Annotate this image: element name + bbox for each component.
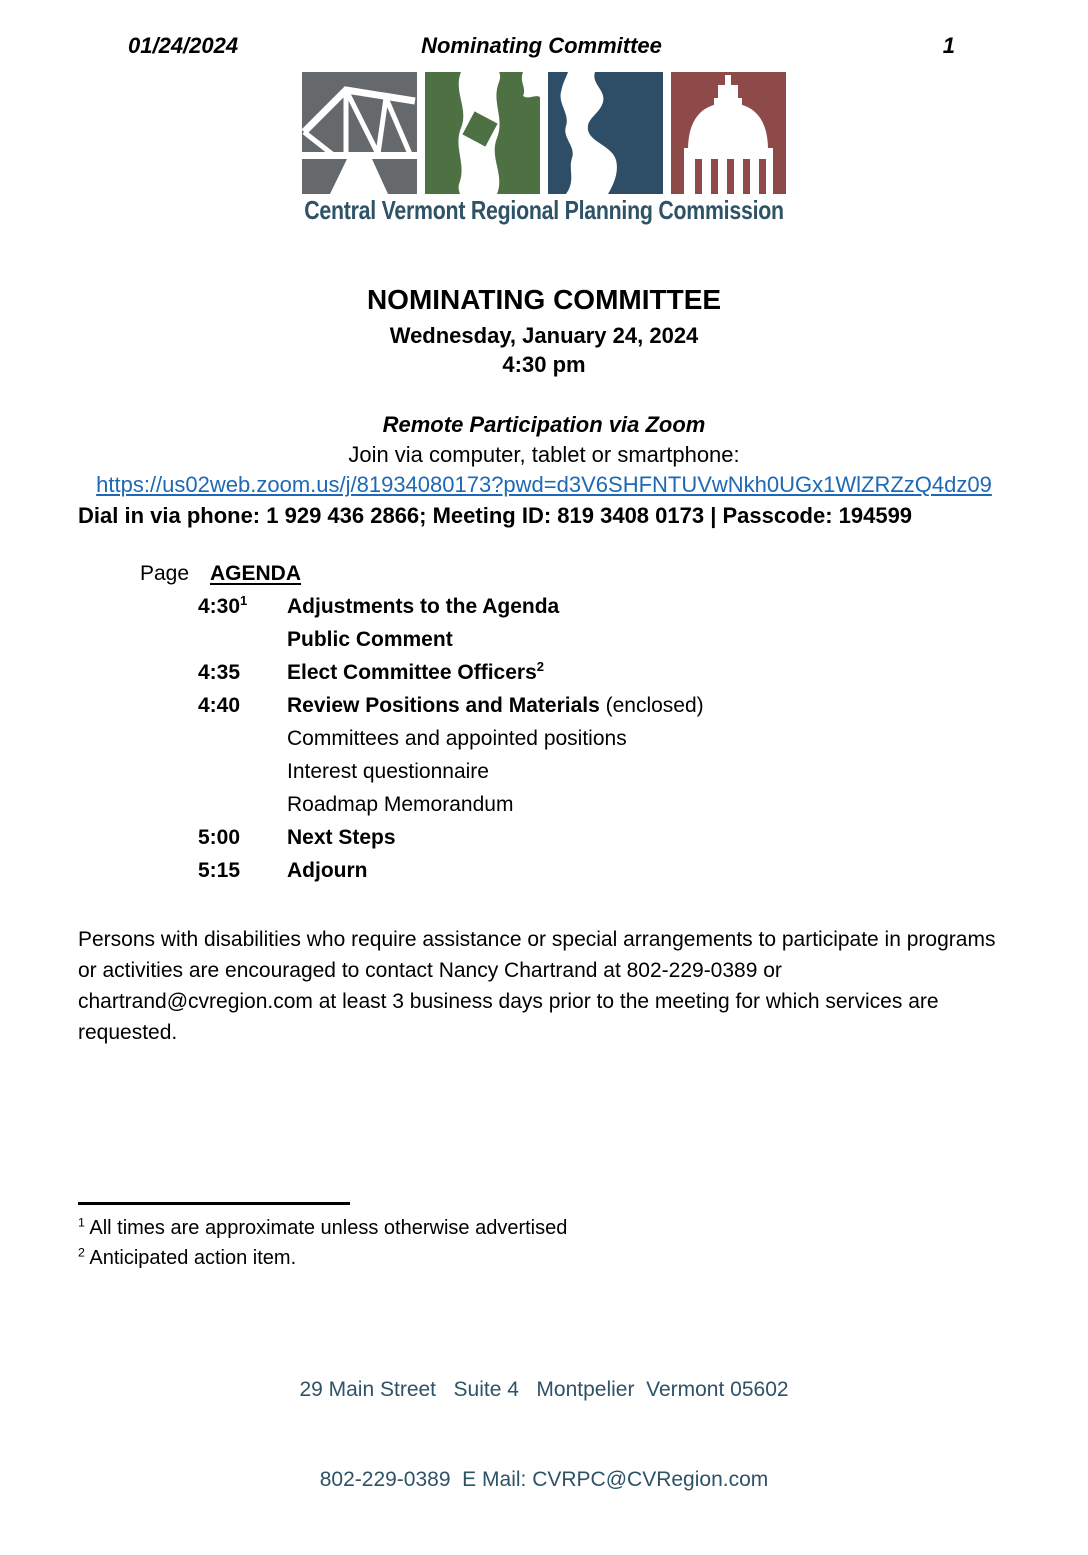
agenda-item: [140, 623, 1088, 656]
agenda-item-time: 4:40: [198, 694, 241, 717]
agenda-item: [140, 755, 1088, 788]
cvrpc-logo-image: [302, 72, 786, 194]
agenda-item-title: Interest questionnaire: [287, 760, 489, 783]
river-icon: [548, 72, 663, 194]
footer-contact: 802-229-0389 E Mail: CVRPC@CVRegion.com: [319, 1468, 769, 1491]
agenda-item-title: Roadmap Memorandum: [287, 793, 514, 816]
agenda-item-title: Adjustments to the Agenda: [287, 595, 560, 618]
logo-wordmark: Central Vermont Regional Planning Commission: [304, 195, 784, 225]
agenda-item-time: 5:15: [198, 859, 241, 882]
zoom-meeting-link[interactable]: https://us02web.zoom.us/j/81934080173?pwd=d3V6SHFNTUVwNkh0UGx1WlZRZzQ4dz09: [96, 472, 992, 497]
agenda-item: [140, 854, 1088, 887]
accessibility-notice: Persons with disabilities who require assistance or special arrangements to participate in programs or activities are encouraged to contact Nancy Chartrand at 802-229-0389 or chartrand@cvregion.com at least 3 business days prior to the meeting for which services are requested.: [78, 928, 996, 1044]
agenda-item-title: Review Positions and Materials (enclosed): [287, 694, 704, 717]
meeting-time: 4:30 pm: [502, 352, 586, 377]
agenda-item-title: Adjourn: [287, 859, 368, 882]
footer-address: 29 Main Street Suite 4 Montpelier Vermont 05602: [299, 1378, 789, 1401]
agenda-item: [140, 722, 1088, 755]
footnote: $^1$ All times are approximate unless otherwise advertised: [78, 1215, 568, 1239]
remote-participation-heading: Remote Participation via Zoom: [382, 412, 706, 437]
cvrpc-logo: [0, 72, 1088, 226]
dial-in-info: Dial in via phone: 1 929 436 2866; Meeting ID: 819 3408 0173 | Passcode: 194599: [78, 503, 913, 528]
agenda-header-row: [140, 557, 1088, 590]
agenda-item-title: Next Steps: [287, 826, 396, 849]
agenda-item-time: [198, 755, 287, 788]
header-date: 01/24/2024: [128, 33, 239, 58]
agenda-page-label: Page: [140, 562, 190, 585]
header-title: Nominating Committee: [421, 33, 662, 58]
bridge-icon: [301, 72, 418, 194]
zoom-link-line: [0, 470, 1088, 500]
agenda-item-time: 5:00: [198, 826, 241, 849]
footnote: $^2$ Anticipated action item.: [78, 1245, 297, 1269]
agenda-item-time: $4:30^1$: [198, 593, 248, 618]
agenda-item-time: [198, 788, 287, 821]
agenda-heading: AGENDA: [210, 562, 302, 585]
agenda-section: [140, 557, 1088, 887]
agenda-item: [140, 656, 1088, 689]
agenda-item-title: Committees and appointed positions: [287, 727, 627, 750]
meeting-date: Wednesday, January 24, 2024: [389, 323, 699, 348]
agenda-item-time: 4:35: [198, 661, 241, 684]
join-instructions: Join via computer, tablet or smartphone:: [348, 442, 740, 467]
agenda-item-title: Elect Committee Officers$^2$: [287, 659, 544, 684]
agenda-item-time: [198, 623, 287, 656]
document-header: [0, 0, 1088, 59]
header-page-number: 1: [942, 33, 955, 58]
capitol-dome-icon: [671, 72, 786, 194]
vermont-map-icon: [425, 72, 540, 194]
agenda-item: [140, 821, 1088, 854]
meeting-title: NOMINATING COMMITTEE: [366, 284, 722, 315]
footnote-list: [78, 1213, 1010, 1273]
agenda-item: [140, 689, 1088, 722]
footnote-section: [78, 1202, 1010, 1273]
agenda-item-title: Public Comment: [287, 628, 453, 651]
agenda-item: [140, 788, 1088, 821]
agenda-item-time: [198, 722, 287, 755]
agenda-item: [140, 590, 1088, 623]
document-footer: [0, 1315, 1088, 1555]
footnote-separator: [78, 1202, 350, 1205]
agenda-list: [140, 590, 1088, 887]
